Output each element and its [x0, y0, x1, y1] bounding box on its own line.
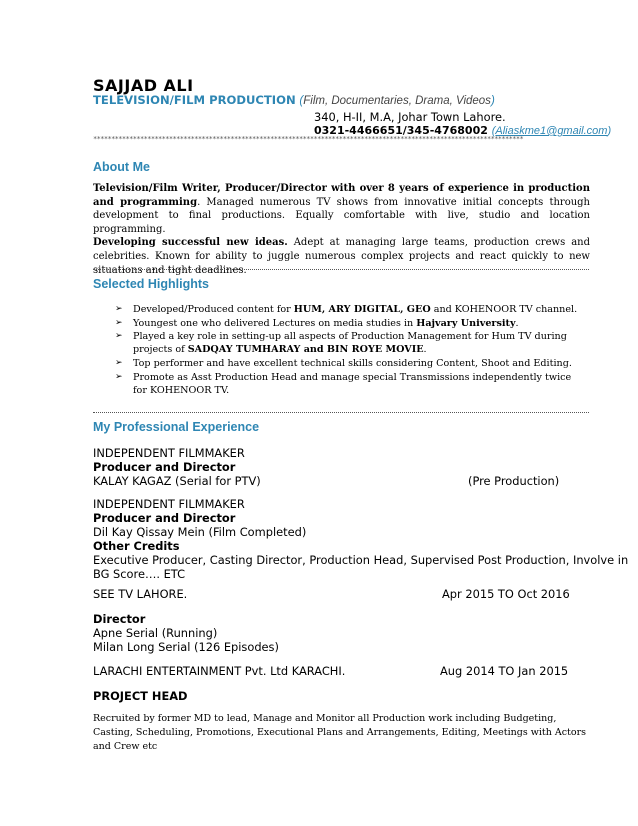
list-item: ➢ Played a key role in setting-up all aspects of Production Management for Hum TV during projects of SADQAY TUMHARAY and BIN ROYE MOVIE. — [115, 331, 567, 356]
project-name: Dil Kay Qissay Mein (Film Completed) — [93, 525, 307, 539]
other-credits-line-1: Executive Producer, Casting Director, Production Head, Supervised Post Production, Involve in — [93, 553, 629, 567]
email-link[interactable]: Aliaskme1@gmail.com — [495, 125, 608, 137]
job-title: Director — [93, 612, 146, 626]
arrow-bullet-icon: ➢ — [115, 317, 123, 328]
employment-dates: Apr 2015 TO Oct 2016 — [442, 587, 570, 601]
email-wrapper: (Aliaskme1@gmail.com) — [491, 125, 612, 137]
list-item: ➢ Youngest one who delivered Lectures on media studies in Hajvary University. — [115, 317, 519, 329]
address: 340, H-II, M.A, Johar Town Lahore. — [314, 110, 506, 124]
list-item: ➢ Developed/Produced content for HUM, ARY DIGITAL, GEO and KOHENOOR TV channel. — [115, 304, 578, 315]
project-status: (Pre Production) — [468, 474, 560, 488]
job-title: Producer and Director — [93, 460, 236, 474]
experience-entry-3-details — [93, 612, 593, 654]
experience-entry-2 — [93, 497, 629, 581]
highlights-list — [115, 303, 585, 397]
project-name: Apne Serial (Running) — [93, 626, 218, 640]
about-p2-rest: Adept at managing large teams, production crews and celebrities. Known for ability to juggle numerous complex projects and react quickly to new situations and tight deadlines. — [93, 237, 590, 276]
about-p1-bold: Television/Film Writer, Producer/Director with over 8 years of experience in production and programming — [93, 183, 590, 208]
about-p1-rest: . Managed numerous TV shows from innovative initial concepts through development to final productions. Equally comfortable with live, studio and location programming. — [93, 196, 590, 235]
about-p2-bold: Developing successful new ideas. — [93, 237, 288, 249]
other-credits-title: Other Credits — [93, 539, 180, 553]
company-name: SEE TV LAHORE. — [93, 587, 188, 601]
company-name: INDEPENDENT FILMMAKER — [93, 497, 245, 511]
other-credits-line-2: BG Score…. ETC — [93, 567, 186, 581]
job-title: PROJECT HEAD — [93, 689, 188, 703]
role-line — [93, 93, 495, 107]
about-text — [93, 182, 590, 277]
about-heading: About Me — [93, 160, 150, 174]
highlights-heading: Selected Highlights — [93, 277, 209, 291]
role-subtitle: Film, Documentaries, Drama, Videos — [303, 95, 491, 107]
arrow-bullet-icon: ➢ — [115, 371, 123, 382]
role-title: TELEVISION/FILM PRODUCTION — [93, 93, 296, 107]
header-divider: *********************************************************************************************************************** — [93, 135, 524, 143]
list-item: ➢ Promote as Asst Production Head and manage special Transmissions independently twice for KOHENOOR TV. — [115, 371, 572, 396]
about-paragraph-2 — [93, 236, 590, 277]
role-paren-close: ) — [490, 94, 495, 107]
experience-heading: My Professional Experience — [93, 420, 260, 434]
arrow-bullet-icon: ➢ — [115, 331, 123, 342]
section-divider — [93, 412, 589, 413]
arrow-bullet-icon: ➢ — [115, 304, 123, 314]
company-name: INDEPENDENT FILMMAKER — [93, 446, 245, 460]
about-paragraph-1 — [93, 182, 590, 236]
list-item: ➢ Top performer and have excellent technical skills considering Content, Shoot and Editing. — [115, 357, 572, 369]
candidate-name: SAJJAD ALI — [93, 76, 194, 95]
section-divider — [93, 269, 589, 270]
arrow-bullet-icon: ➢ — [115, 357, 123, 368]
project-name: Milan Long Serial (126 Episodes) — [93, 640, 279, 654]
role-paren-open: ( — [299, 94, 304, 107]
phone-numbers: 0321-4466651/345-4768002 — [314, 124, 488, 137]
job-title: Producer and Director — [93, 511, 236, 525]
employment-dates: Aug 2014 TO Jan 2015 — [440, 664, 569, 678]
company-name: LARACHI ENTERTAINMENT Pvt. Ltd KARACHI. — [93, 664, 346, 678]
project-name: KALAY KAGAZ (Serial for PTV) — [93, 474, 261, 488]
job-description: Recruited by former MD to lead, Manage and Monitor all Production work including Budgeting, Casting, Scheduling, Promotions, Executional Plans and Arrangements, Editing, Meetings with Actors and Crew etc — [93, 713, 586, 752]
